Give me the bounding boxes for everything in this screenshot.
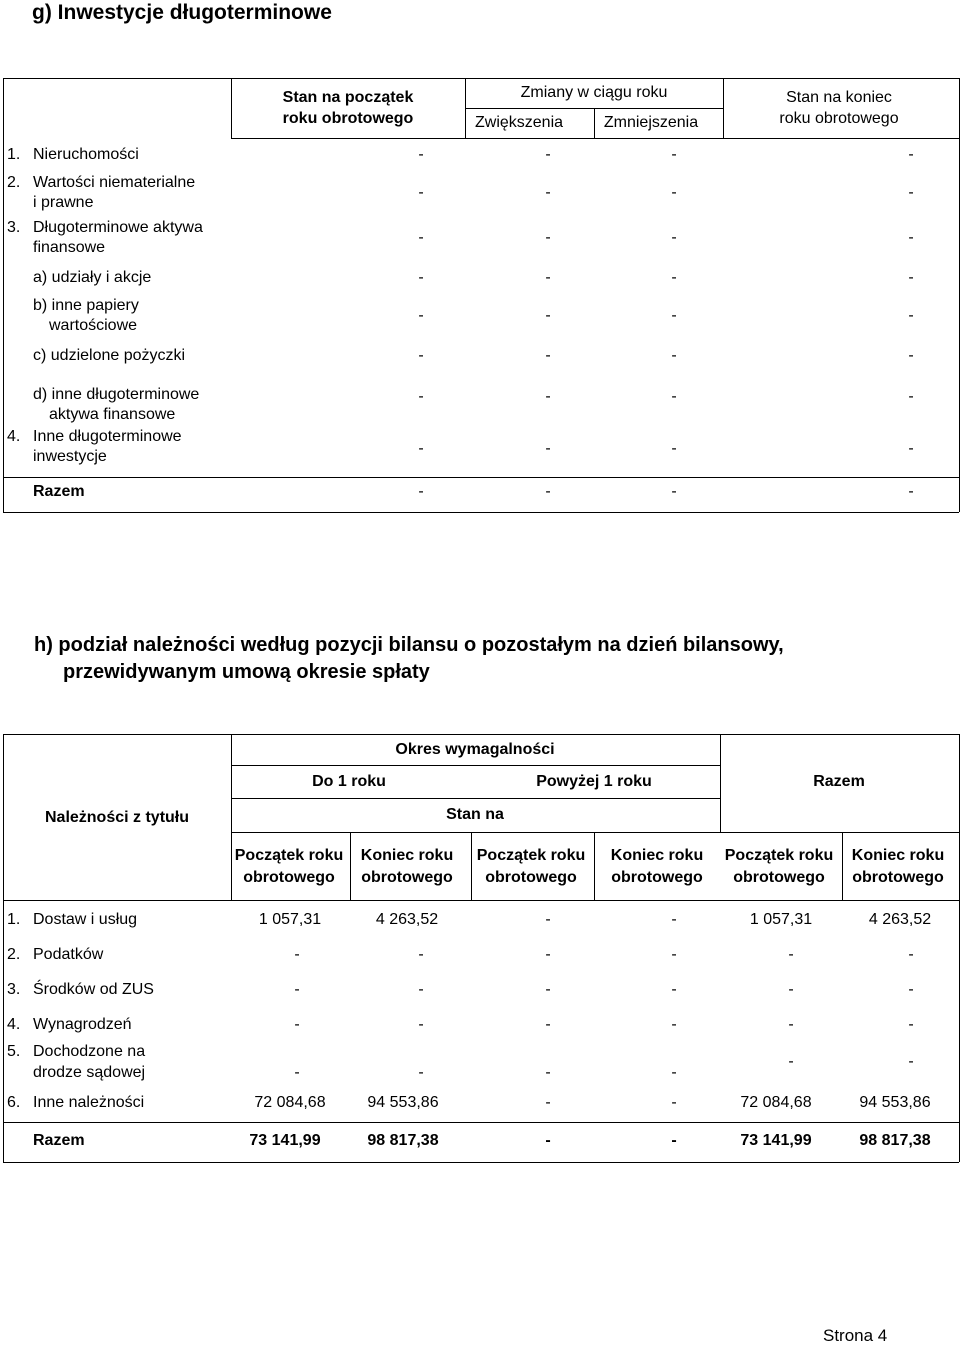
cell-value: 1 057,31 (749, 911, 813, 928)
cell-value: - (671, 347, 677, 364)
col-header-increase: Zwiększenia (474, 114, 564, 131)
row-number: 3. (7, 981, 21, 998)
table-g-left-border (3, 78, 4, 512)
cell-value: 94 553,86 (367, 1094, 439, 1111)
col-header-row-label: Należności z tytułu (44, 809, 190, 826)
cell-value: - (788, 981, 794, 998)
cell-value: - (671, 981, 677, 998)
cell-value: - (418, 1064, 424, 1081)
cell-value: - (908, 146, 914, 163)
row-label: d) inne długoterminowe (33, 386, 200, 403)
cell-value: - (908, 440, 914, 457)
cell-value: - (294, 1016, 300, 1033)
cell-value: - (545, 1016, 551, 1033)
table-h-header-divider (594, 832, 595, 900)
cell-value: - (908, 307, 914, 324)
cell-value: - (671, 184, 677, 201)
cell-value: - (671, 307, 677, 324)
row-label: Wynagrodzeń (33, 1016, 132, 1033)
col-header-start: roku obrotowego (282, 110, 414, 127)
cell-value: - (671, 440, 677, 457)
cell-value: - (294, 981, 300, 998)
row-label: b) inne papiery (33, 297, 139, 314)
row-label: Podatków (33, 946, 104, 963)
col-header-end: obrotowego (611, 869, 703, 886)
col-header-end: obrotowego (852, 869, 944, 886)
cell-value: 98 817,38 (859, 1132, 931, 1149)
row-number: 1. (7, 911, 21, 928)
cell-value: - (545, 146, 551, 163)
col-header-end: Stan na koniec (786, 89, 892, 106)
cell-value: - (418, 229, 424, 246)
row-number: 3. (7, 219, 21, 236)
cell-value: - (418, 1016, 424, 1033)
row-label: Dostaw i usług (33, 911, 138, 928)
cell-value: 94 553,86 (859, 1094, 931, 1111)
cell-value: - (671, 1016, 677, 1033)
col-header-end: Koniec roku (610, 847, 704, 864)
cell-value: - (671, 911, 677, 928)
col-header-changes: Zmiany w ciągu roku (520, 84, 668, 101)
row-label: i prawne (33, 194, 94, 211)
table-h-total-divider (3, 1122, 959, 1123)
row-number: 4. (7, 1016, 21, 1033)
row-label: wartościowe (49, 317, 138, 334)
table-h-left-border (3, 734, 4, 1162)
cell-value: - (545, 307, 551, 324)
col-header-state: Stan na (446, 806, 504, 823)
row-label: inwestycje (33, 448, 107, 465)
cell-value: - (545, 981, 551, 998)
cell-value: - (545, 388, 551, 405)
table-g-total-divider (3, 477, 959, 478)
col-header-end: Koniec roku (851, 847, 945, 864)
row-label: Długoterminowe aktywa (33, 219, 203, 236)
table-h-header-bottom (3, 900, 959, 901)
cell-value: - (545, 440, 551, 457)
cell-value: - (418, 347, 424, 364)
total-label: Razem (33, 483, 85, 500)
cell-value: - (418, 184, 424, 201)
page-number: Strona 4 (823, 1326, 888, 1345)
section-h-title: przewidywanym umową okresie spłaty (63, 661, 430, 683)
cell-value: - (294, 946, 300, 963)
cell-value: - (545, 229, 551, 246)
section-g-title: g) Inwestycje długoterminowe (32, 1, 332, 24)
cell-value: - (671, 269, 677, 286)
table-h-header-divider (231, 798, 720, 799)
total-label: Razem (33, 1132, 85, 1149)
cell-value: - (545, 483, 551, 500)
table-g-header-divider (465, 108, 723, 109)
row-label: aktywa finansowe (49, 406, 176, 423)
row-number: 2. (7, 946, 21, 963)
cell-value: - (908, 229, 914, 246)
col-header-up-to-1: Do 1 roku (312, 773, 386, 790)
row-label: Dochodzone na (33, 1043, 146, 1060)
cell-value: - (418, 981, 424, 998)
cell-value: - (671, 483, 677, 500)
col-header-start: obrotowego (733, 869, 825, 886)
table-g-header-divider (231, 78, 232, 138)
col-header-total: Razem (813, 773, 865, 790)
section-h-title: h) podział należności według pozycji bilansu o pozostałym na dzień bilansowy, (34, 634, 784, 656)
cell-value: - (671, 1132, 677, 1149)
row-number: 6. (7, 1094, 21, 1111)
cell-value: - (671, 1094, 677, 1111)
cell-value: - (908, 981, 914, 998)
col-header-start: Stan na początek (282, 89, 414, 106)
row-label: a) udziały i akcje (33, 269, 152, 286)
cell-value: 73 141,99 (249, 1132, 321, 1149)
cell-value: - (418, 946, 424, 963)
col-header-start: Początek roku (234, 847, 344, 864)
table-h-bottom-border (3, 1162, 959, 1163)
cell-value: - (671, 229, 677, 246)
cell-value: - (418, 146, 424, 163)
table-h-header-divider (231, 832, 959, 833)
col-header-start: obrotowego (485, 869, 577, 886)
cell-value: - (908, 483, 914, 500)
row-label: Wartości niematerialne (33, 174, 196, 191)
cell-value: - (908, 184, 914, 201)
col-header-end: roku obrotowego (779, 110, 899, 127)
table-h-header-divider (231, 734, 232, 900)
row-number: 1. (7, 146, 21, 163)
cell-value: - (545, 184, 551, 201)
cell-value: - (671, 388, 677, 405)
cell-value: - (908, 269, 914, 286)
cell-value: - (671, 146, 677, 163)
table-g-top-border (3, 78, 959, 79)
col-header-period: Okres wymagalności (395, 741, 555, 758)
cell-value: - (671, 946, 677, 963)
cell-value: 73 141,99 (740, 1132, 812, 1149)
row-label: Inne długoterminowe (33, 428, 182, 445)
cell-value: - (545, 1064, 551, 1081)
col-header-start: obrotowego (243, 869, 335, 886)
cell-value: 4 263,52 (375, 911, 439, 928)
cell-value: - (418, 440, 424, 457)
cell-value: - (788, 946, 794, 963)
cell-value: - (908, 388, 914, 405)
row-label: finansowe (33, 239, 106, 256)
table-h-header-divider (842, 832, 843, 900)
col-header-end: Koniec roku (360, 847, 454, 864)
cell-value: - (908, 946, 914, 963)
table-h-header-divider (231, 765, 720, 766)
cell-value: 98 817,38 (367, 1132, 439, 1149)
cell-value: - (908, 347, 914, 364)
row-label: Środków od ZUS (33, 981, 154, 998)
row-number: 2. (7, 174, 21, 191)
row-label: Inne należności (33, 1094, 145, 1111)
row-number: 4. (7, 428, 21, 445)
cell-value: - (418, 388, 424, 405)
row-label: drodze sądowej (33, 1064, 146, 1081)
cell-value: 72 084,68 (740, 1094, 812, 1111)
cell-value: - (545, 1132, 551, 1149)
cell-value: - (545, 1094, 551, 1111)
col-header-over-1: Powyżej 1 roku (536, 773, 652, 790)
table-h-header-divider (471, 832, 472, 900)
col-header-start: Początek roku (724, 847, 834, 864)
cell-value: - (545, 946, 551, 963)
cell-value: - (908, 1016, 914, 1033)
cell-value: 4 263,52 (868, 911, 932, 928)
cell-value: 1 057,31 (258, 911, 322, 928)
cell-value: - (294, 1064, 300, 1081)
table-h-top-border (3, 734, 959, 735)
cell-value: - (788, 1053, 794, 1070)
cell-value: - (545, 911, 551, 928)
cell-value: - (418, 483, 424, 500)
table-h-header-divider (350, 832, 351, 900)
table-g-header-divider (231, 138, 959, 139)
cell-value: - (545, 347, 551, 364)
row-label: Nieruchomości (33, 146, 139, 163)
row-label: c) udzielone pożyczki (33, 347, 186, 364)
cell-value: - (418, 269, 424, 286)
cell-value: - (671, 1064, 677, 1081)
cell-value: - (908, 1053, 914, 1070)
cell-value: - (545, 269, 551, 286)
cell-value: - (788, 1016, 794, 1033)
col-header-start: Początek roku (476, 847, 586, 864)
row-number: 5. (7, 1043, 21, 1060)
cell-value: 72 084,68 (254, 1094, 326, 1111)
col-header-decrease: Zmniejszenia (603, 114, 699, 131)
table-g-header-divider (594, 108, 595, 138)
table-h-header-divider (720, 734, 721, 832)
cell-value: - (418, 307, 424, 324)
table-g-bottom-border (3, 512, 959, 513)
col-header-end: obrotowego (361, 869, 453, 886)
table-g-header-divider (723, 78, 724, 138)
